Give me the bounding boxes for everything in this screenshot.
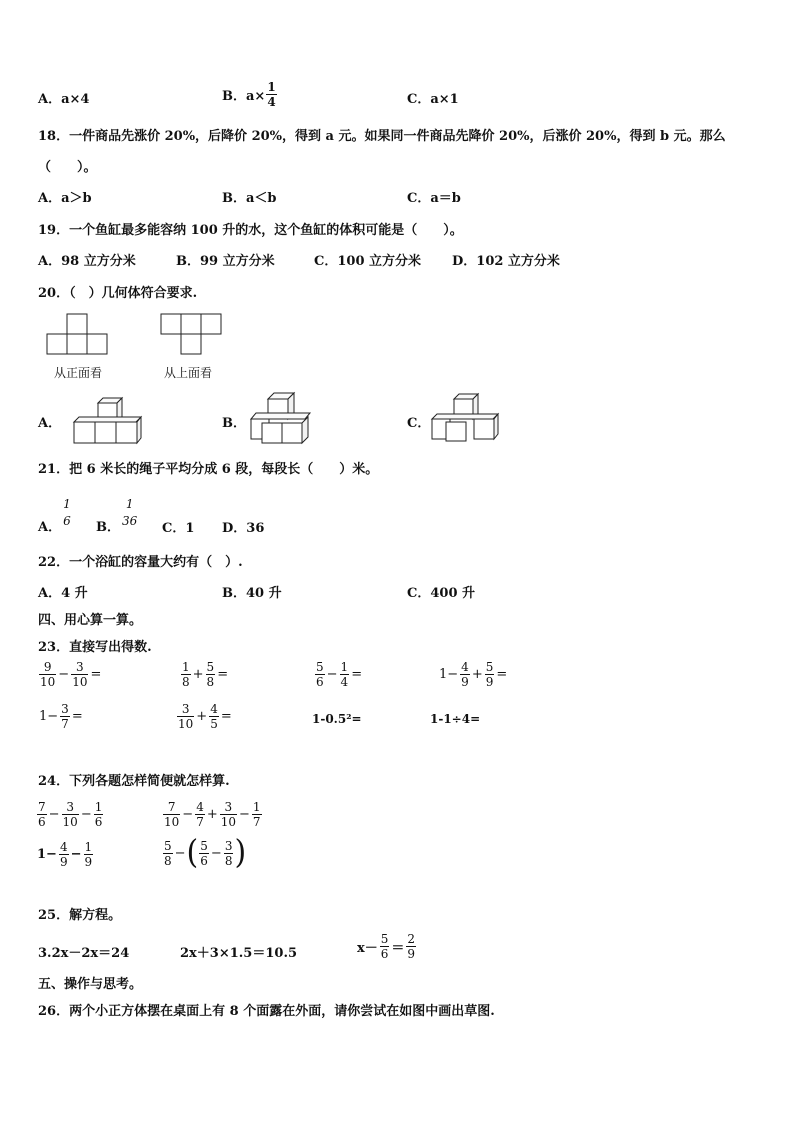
fraction: $\frac{4}{9}$ bbox=[461, 660, 469, 689]
q22-option-c: C．400 升 bbox=[407, 586, 476, 601]
q21-option-b-label: B． bbox=[96, 520, 120, 535]
q20-option-c: C． bbox=[407, 416, 431, 431]
q25-equation-2: 2x＋3×1.5＝10.5 bbox=[180, 946, 298, 961]
fraction: $\frac{3}{10}$ bbox=[178, 702, 194, 731]
q23-expression-4: 1− $\frac{4}{9}$ + $\frac{5}{9}$ = bbox=[439, 660, 508, 689]
fraction: $\frac{7}{6}$ bbox=[38, 800, 46, 829]
q20-option-b: B． bbox=[222, 416, 246, 431]
fraction: $\frac{1}{8}$ bbox=[182, 660, 190, 689]
fraction: $\frac{1}{4}$ bbox=[267, 80, 276, 109]
q23-expression-8: 1-1÷4= bbox=[430, 712, 481, 726]
q23-stem: 23．直接写出得数. bbox=[38, 640, 152, 655]
fraction: $\frac{2}{9}$ bbox=[407, 932, 416, 961]
fraction: $\frac{5}{6}$ bbox=[380, 932, 389, 961]
top-view-figure bbox=[161, 314, 223, 356]
q24-expression-3: 1− $\frac{4}{9}$ − $\frac{1}{9}$ bbox=[37, 840, 93, 869]
q17-option-b bbox=[222, 80, 278, 109]
q19-option-d: D．102 立方分米 bbox=[452, 254, 560, 269]
fraction: $\frac{7}{10}$ bbox=[164, 800, 180, 829]
q24-expression-2: $\frac{7}{10}$ − $\frac{4}{7}$ + $\frac{3}{10}$ − $\frac{1}{7}$ bbox=[164, 800, 261, 829]
front-view-label: 从正面看 bbox=[54, 366, 103, 380]
fraction: $\frac{1}{9}$ bbox=[84, 840, 93, 869]
q22-stem: 22．一个浴缸的容量大约有（ ）. bbox=[38, 555, 243, 570]
fraction: $\frac{3}{10}$ bbox=[220, 800, 237, 829]
q21-option-d: D．36 bbox=[222, 521, 265, 536]
q25-equation-1: 3.2x－2x＝24 bbox=[38, 946, 130, 961]
q23-expression-6: $\frac{3}{10}$ + $\frac{4}{5}$ = bbox=[178, 702, 232, 731]
fraction: $\frac{5}{8}$ bbox=[206, 660, 215, 689]
q23-expression-7: 1-0.5²= bbox=[312, 712, 362, 726]
option-b-solid-figure bbox=[246, 393, 318, 445]
fraction: $\frac{4}{5}$ bbox=[210, 702, 218, 731]
fraction: $\frac{4}{7}$ bbox=[196, 800, 204, 829]
fraction: $\frac{3}{8}$ bbox=[224, 838, 233, 868]
option-c-solid-figure bbox=[430, 394, 502, 444]
q24-expression-1: $\frac{7}{6}$ − $\frac{3}{10}$ − $\frac{1}{6}$ bbox=[38, 800, 103, 829]
q17-option-a: A．a×4 bbox=[38, 92, 90, 107]
q26-stem: 26．两个小正方体摆在桌面上有 8 个面露在外面，请你尝试在如图中画出草图. bbox=[38, 1004, 495, 1019]
q24-stem: 24．下列各题怎样简便就怎样算. bbox=[38, 774, 230, 789]
fraction: $\frac{5}{8}$ bbox=[164, 838, 172, 868]
q22-option-b: B．40 升 bbox=[222, 586, 282, 601]
q21-option-a bbox=[38, 490, 73, 535]
option-a-solid-figure bbox=[72, 398, 144, 446]
section-4-heading: 四、用心算一算。 bbox=[38, 613, 143, 628]
q25-equation-3: x－ $\frac{5}{6}$ ＝ $\frac{2}{9}$ bbox=[357, 932, 416, 961]
fraction: $\frac{4}{9}$ bbox=[59, 840, 68, 869]
q23-expression-2: $\frac{1}{8}$ + $\frac{5}{8}$ = bbox=[182, 660, 229, 689]
q18-stem-line1: 18．一件商品先涨价 20%，后降价 20%，得到 a 元。如果同一件商品先降价 20%，后涨价 20%，得到 b 元。那么 bbox=[38, 129, 726, 144]
fraction: $\frac{3}{7}$ bbox=[61, 702, 69, 731]
q18-stem-line2: （ ）。 bbox=[38, 160, 97, 175]
q25-stem: 25．解方程。 bbox=[38, 908, 122, 923]
q19-stem: 19．一个鱼缸最多能容纳 100 升的水，这个鱼缸的体积可能是（ ）。 bbox=[38, 223, 463, 238]
q21-option-c: C．1 bbox=[162, 521, 195, 536]
q21-stem: 21．把 6 米长的绳子平均分成 6 段，每段长（ ）米。 bbox=[38, 462, 379, 477]
fraction: $\frac{5}{6}$ bbox=[316, 660, 324, 689]
q23-expression-3: $\frac{5}{6}$ − $\frac{1}{4}$ = bbox=[316, 660, 363, 689]
q24-expression-4: $\frac{5}{8}$ − ( $\frac{5}{6}$ − $\frac{3}{8}$ ) bbox=[164, 833, 247, 872]
fraction: $\frac{1}{6}$ bbox=[94, 800, 103, 829]
fraction: $\frac{3}{10}$ bbox=[62, 800, 78, 829]
front-view-figure bbox=[47, 314, 109, 356]
fraction: 1 6 bbox=[63, 496, 71, 528]
q18-option-a: A．a＞b bbox=[38, 191, 92, 206]
q18-option-c: C．a＝b bbox=[407, 191, 461, 206]
fraction: $\frac{5}{9}$ bbox=[485, 660, 494, 689]
q23-expression-5: 1− $\frac{3}{7}$ = bbox=[39, 702, 83, 731]
q21-option-b bbox=[96, 490, 139, 535]
q17-option-c: C．a×1 bbox=[407, 92, 459, 107]
q20-stem: 20．（ ）几何体符合要求. bbox=[38, 286, 198, 301]
q20-option-a: A． bbox=[38, 416, 62, 431]
fraction: $\frac{1}{7}$ bbox=[252, 800, 261, 829]
q19-option-b: B．99 立方分米 bbox=[176, 254, 275, 269]
q18-option-b: B．a＜b bbox=[222, 191, 277, 206]
fraction: $\frac{5}{6}$ bbox=[200, 838, 208, 868]
fraction: $\frac{3}{10}$ bbox=[72, 660, 88, 689]
q22-option-a: A．4 升 bbox=[38, 586, 88, 601]
fraction: $\frac{1}{4}$ bbox=[340, 660, 349, 689]
top-view-label: 从上面看 bbox=[164, 366, 213, 380]
q19-option-a: A．98 立方分米 bbox=[38, 254, 136, 269]
q21-option-a-label: A． bbox=[38, 520, 62, 535]
q17-option-b-text: B．a× bbox=[222, 89, 266, 104]
fraction: $\frac{9}{10}$ bbox=[40, 660, 56, 689]
q19-option-c: C．100 立方分米 bbox=[314, 254, 422, 269]
section-5-heading: 五、操作与思考。 bbox=[38, 977, 143, 992]
fraction: 1 36 bbox=[122, 496, 138, 528]
q23-expression-1: $\frac{9}{10}$ − $\frac{3}{10}$ = bbox=[40, 660, 102, 689]
